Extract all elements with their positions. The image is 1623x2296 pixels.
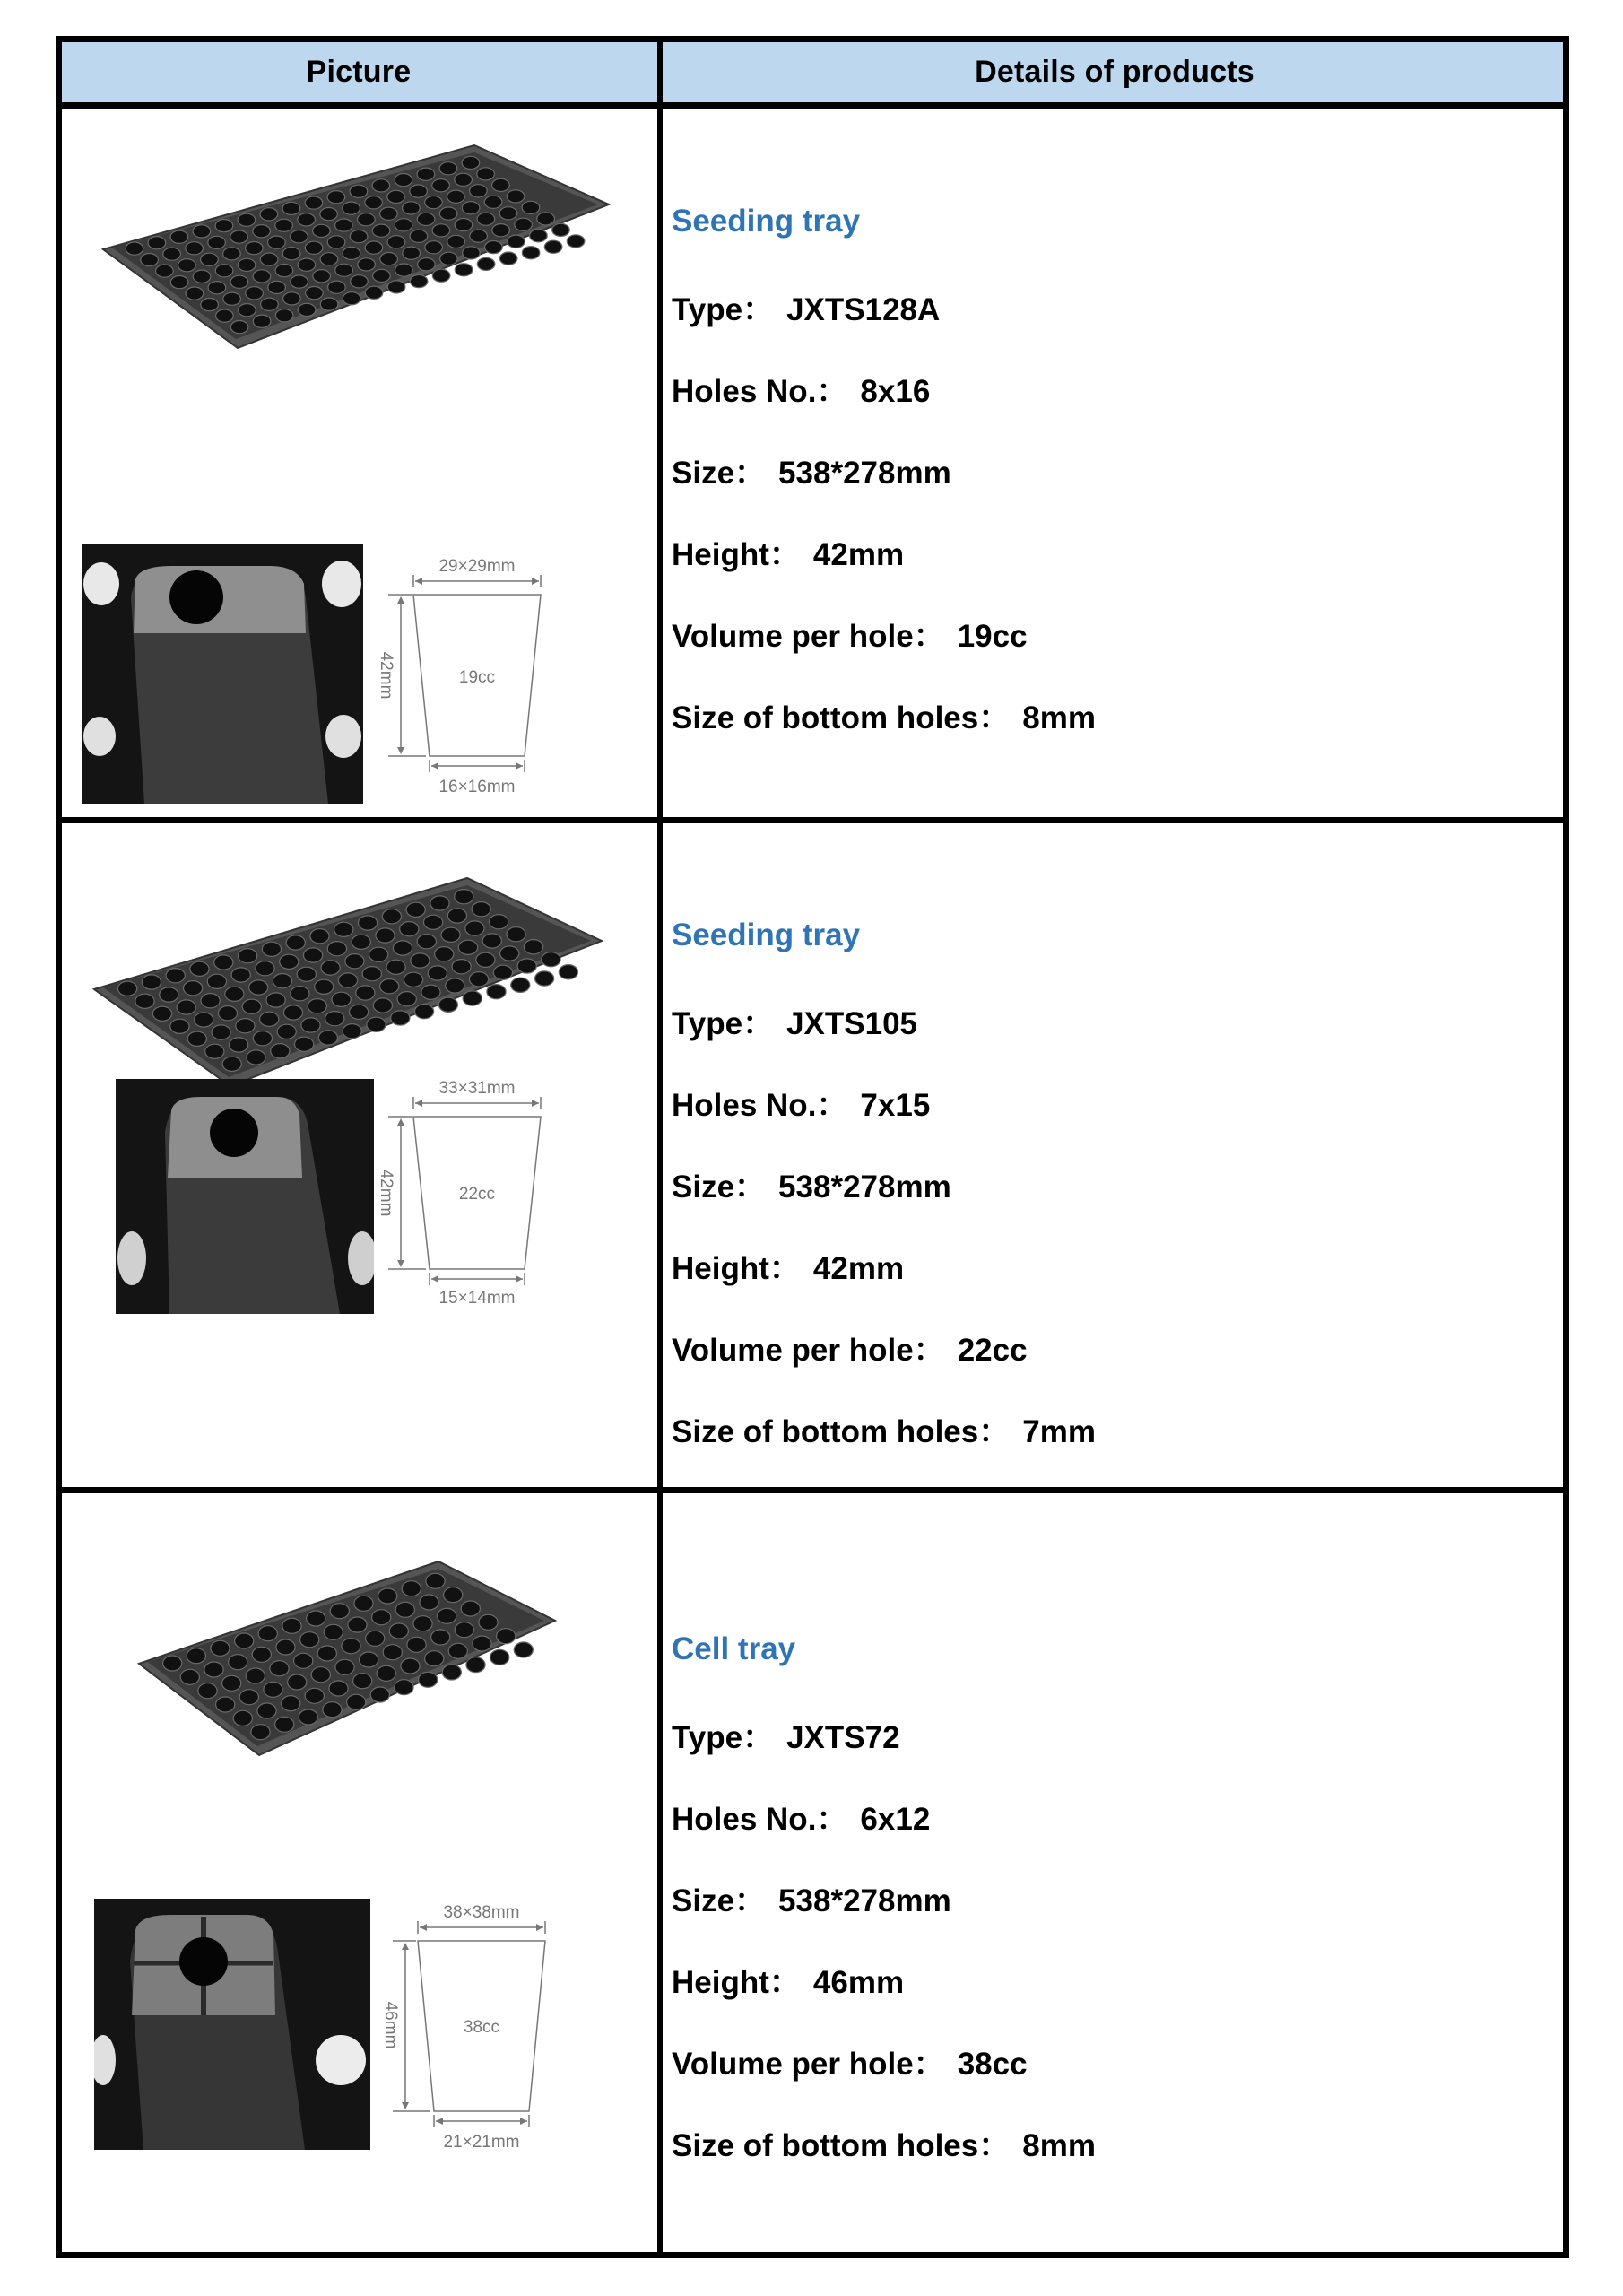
spec-volume (672, 1326, 1028, 1370)
spec-label: Size of bottom holes： (672, 700, 1011, 735)
diagram-bottom-dim: 21×21mm (443, 2133, 520, 2152)
diagram-volume: 19cc (458, 668, 496, 687)
spec-label: Type： (672, 1006, 775, 1041)
tray-image (98, 140, 618, 360)
spec-label: Volume per hole： (672, 2047, 945, 2082)
table-header (62, 42, 1563, 109)
picture-cell (62, 1493, 657, 2252)
diagram-volume: 38cc (463, 2018, 500, 2037)
spec-value: JXTS105 (786, 1006, 918, 1041)
spec-size (672, 1876, 951, 1921)
spec-value: 19cc (957, 619, 1028, 654)
spec-label: Volume per hole： (672, 619, 945, 654)
picture-cell (62, 823, 657, 1487)
spec-size (672, 1162, 951, 1207)
spec-value: 538*278mm (778, 1170, 951, 1205)
picture-cell (62, 109, 657, 817)
spec-size (672, 448, 951, 493)
product-row-3 (62, 1493, 1563, 2252)
details-cell (663, 823, 1563, 1487)
spec-label: Height： (672, 1965, 801, 2000)
diagram-top-dim: 33×31mm (438, 1079, 516, 1098)
cell-dimension-diagram (376, 1079, 618, 1321)
details-cell (663, 1493, 1563, 2252)
cell-closeup-photo (94, 1899, 370, 2150)
row-divider (62, 1487, 1563, 1493)
product-title: Seeding tray (672, 918, 861, 952)
spec-label: Size： (672, 456, 767, 491)
spec-value: JXTS72 (786, 1720, 900, 1755)
diagram-height-dim: 42mm (377, 651, 395, 700)
spec-volume (672, 2039, 1028, 2084)
cell-closeup-photo (82, 544, 363, 804)
spec-holes (672, 1081, 930, 1126)
spec-value: JXTS128A (786, 292, 941, 327)
spec-value: 7mm (1022, 1414, 1096, 1449)
diagram-top-dim: 29×29mm (438, 557, 516, 576)
diagram-height-dim: 46mm (381, 2001, 400, 2049)
spec-label: Size of bottom holes： (672, 1414, 1011, 1449)
spec-label: Holes No.： (672, 374, 848, 409)
spec-label: Type： (672, 1720, 775, 1755)
spec-volume (672, 612, 1028, 657)
spec-height (672, 530, 904, 575)
diagram-bottom-dim: 15×14mm (438, 1289, 516, 1308)
spec-type (672, 285, 940, 330)
spec-label: Size of bottom holes： (672, 2128, 1011, 2163)
spec-holes (672, 1795, 930, 1839)
tray-image (134, 1556, 564, 1762)
product-table (56, 36, 1569, 2258)
spec-label: Holes No.： (672, 1802, 848, 1837)
spec-value: 38cc (957, 2047, 1028, 2082)
spec-bottom-holes (672, 1407, 1096, 1452)
product-title: Cell tray (672, 1631, 796, 1666)
spec-type (672, 1713, 900, 1758)
spec-value: 6x12 (860, 1802, 931, 1837)
tray-image (89, 873, 609, 1097)
spec-value: 22cc (957, 1333, 1028, 1368)
cell-closeup-photo (116, 1079, 374, 1314)
spec-label: Type： (672, 292, 775, 327)
spec-value: 8x16 (860, 374, 931, 409)
spec-label: Size： (672, 1883, 767, 1918)
spec-height (672, 1958, 904, 2003)
product-title: Seeding tray (672, 204, 861, 239)
spec-value: 46mm (812, 1965, 905, 2000)
diagram-bottom-dim: 16×16mm (438, 778, 516, 796)
spec-value: 8mm (1022, 700, 1096, 735)
spec-value: 538*278mm (778, 1883, 951, 1918)
header-picture: Picture (306, 55, 412, 89)
details-cell (663, 109, 1563, 817)
header-details: Details of products (975, 55, 1254, 89)
spec-height (672, 1244, 904, 1289)
diagram-height-dim: 42mm (377, 1169, 395, 1217)
spec-value: 42mm (812, 1251, 905, 1286)
spec-value: 538*278mm (778, 456, 951, 491)
cell-dimension-diagram (376, 548, 618, 808)
spec-label: Volume per hole： (672, 1333, 945, 1368)
cell-dimension-diagram (380, 1901, 631, 2161)
spec-label: Height： (672, 1251, 801, 1286)
spec-label: Height： (672, 537, 801, 572)
spec-value: 42mm (812, 537, 905, 572)
row-divider (62, 817, 1563, 823)
spec-bottom-holes (672, 2121, 1096, 2166)
spec-value: 7x15 (860, 1088, 931, 1123)
product-row-2 (62, 823, 1563, 1487)
spec-type (672, 999, 917, 1044)
diagram-volume: 22cc (458, 1185, 496, 1204)
spec-holes (672, 367, 930, 412)
spec-value: 8mm (1022, 2128, 1096, 2163)
product-row-1 (62, 109, 1563, 817)
spec-label: Holes No.： (672, 1088, 848, 1123)
spec-bottom-holes (672, 693, 1096, 738)
spec-label: Size： (672, 1170, 767, 1205)
diagram-top-dim: 38×38mm (443, 1903, 520, 1922)
